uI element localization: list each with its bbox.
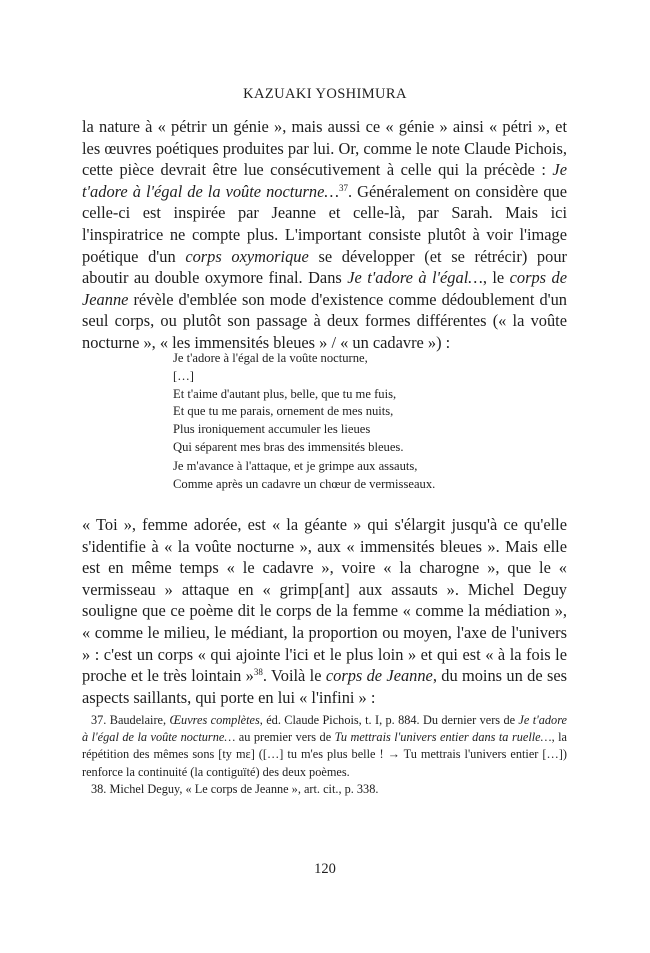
text-span: 38. Michel Deguy, « Le corps de Jeanne », art. cit., p. 338.: [91, 781, 379, 796]
italic-term: corps de Jeanne: [82, 268, 567, 309]
poem-stanza-2: [173, 458, 553, 494]
text-span: , éd. Claude Pichois, t. I, p. 884. Du dernier vers de: [259, 713, 516, 727]
text-span: « Toi », femme adorée, est « la géante » qui s'élargit jusqu'à ce qu'elle s'identifie à « la voûte nocturne », aux « immensités bleues ». Mais elle est en même temps « le cadavre », voire « la charogne », que le « vermisseau » attaque en « grimp[ant] aux assauts ». Michel Deguy souligne que ce poème dit le corps de la femme « comme la médiation », « comme le milieu, le médiant, la proportion ou moyen, l'axe de l'univers » : c'est un corps « qui ajointe l'ici et le plus loin » et qui est « à la fois le proche et le très lointain »: [82, 515, 567, 686]
verse-line: […]: [173, 368, 194, 383]
verse-line: Qui séparent mes bras des immensités bleues.: [173, 439, 404, 454]
italic-term: corps de Jeanne: [325, 666, 433, 686]
running-header: KAZUAKI YOSHIMURA: [243, 86, 407, 102]
footnotes: [82, 712, 567, 798]
verse-line: Je t'adore à l'égal de la voûte nocturne,: [173, 351, 368, 365]
footnote-ref-37[interactable]: 37: [338, 182, 348, 193]
page-number: 120: [314, 861, 336, 877]
text-span: au premier vers de: [238, 730, 332, 745]
text-span: la nature à « pétrir un génie », mais aussi ce « génie » ainsi « pétri », et les œuvres poétiques produites par lui. Or, comme le note Claude Pichois, cette pièce devrait être lue consécutivement à celle qui la précède :: [82, 117, 567, 180]
text-span: révèle d'emblée son mode d'existence comme dédoublement d'un seul corps, ou plutôt son passage à deux formes différentes (« la voûte nocturne », « les immensités bleues » / « un cadavre ») :: [82, 289, 567, 352]
text-span: , la répétition des mêmes sons [ty mɛ] ([…] tu m'es plus belle ! → Tu mettrais l'univers entier […]) renforce la continuité (la contiguïté) des deux poèmes.: [82, 730, 567, 779]
verse-line: Et t'aime d'autant plus, belle, que tu me fuis,: [173, 386, 397, 401]
poem-title-italic: Je t'adore à l'égal de la voûte nocturne…: [82, 713, 567, 745]
text-span: . Généralement on considère que celle-ci est inspirée par Jeanne et celle-là, par Sarah. Mais ici l'inspiratrice ne compte plus. L'important consiste plutôt à voir l'image poétique d'un: [82, 181, 568, 266]
poem-title-italic: Je t'adore à l'égal de la voûte nocturne…: [82, 160, 567, 201]
text-span: se développer (et se rétrécir) pour aboutir au double oxymore final. Dans: [82, 246, 567, 288]
poem-stanza-1: [173, 350, 553, 457]
verse-line: Plus ironiquement accumuler les lieues: [173, 422, 371, 437]
footnote-ref-38[interactable]: 38: [253, 667, 263, 678]
poem-title-italic: Tu mettrais l'univers entier dans ta ruelle…: [334, 730, 552, 745]
text-span: . Voilà le: [262, 666, 322, 686]
text-span: , du moins un de ses aspects saillants, qui porte en lui « l'infini » :: [82, 666, 567, 707]
italic-term: corps oxymorique: [185, 246, 309, 266]
footnote-37: [82, 712, 567, 781]
verse-line: Et que tu me parais, ornement de mes nuits,: [173, 404, 394, 419]
verse-line: Je m'avance à l'attaque, et je grimpe aux assauts,: [173, 459, 418, 473]
body-paragraph-2: [82, 514, 567, 708]
poem-title-italic: Je t'adore à l'égal…: [347, 268, 483, 288]
text-span: , le: [482, 268, 505, 288]
body-paragraph-1: [82, 116, 567, 354]
footnote-38: [82, 781, 567, 798]
text-span: 37. Baudelaire,: [91, 713, 167, 727]
verse-line: Comme après un cadavre un chœur de vermisseaux.: [173, 476, 436, 491]
work-title-italic: Œuvres complètes: [169, 713, 260, 727]
